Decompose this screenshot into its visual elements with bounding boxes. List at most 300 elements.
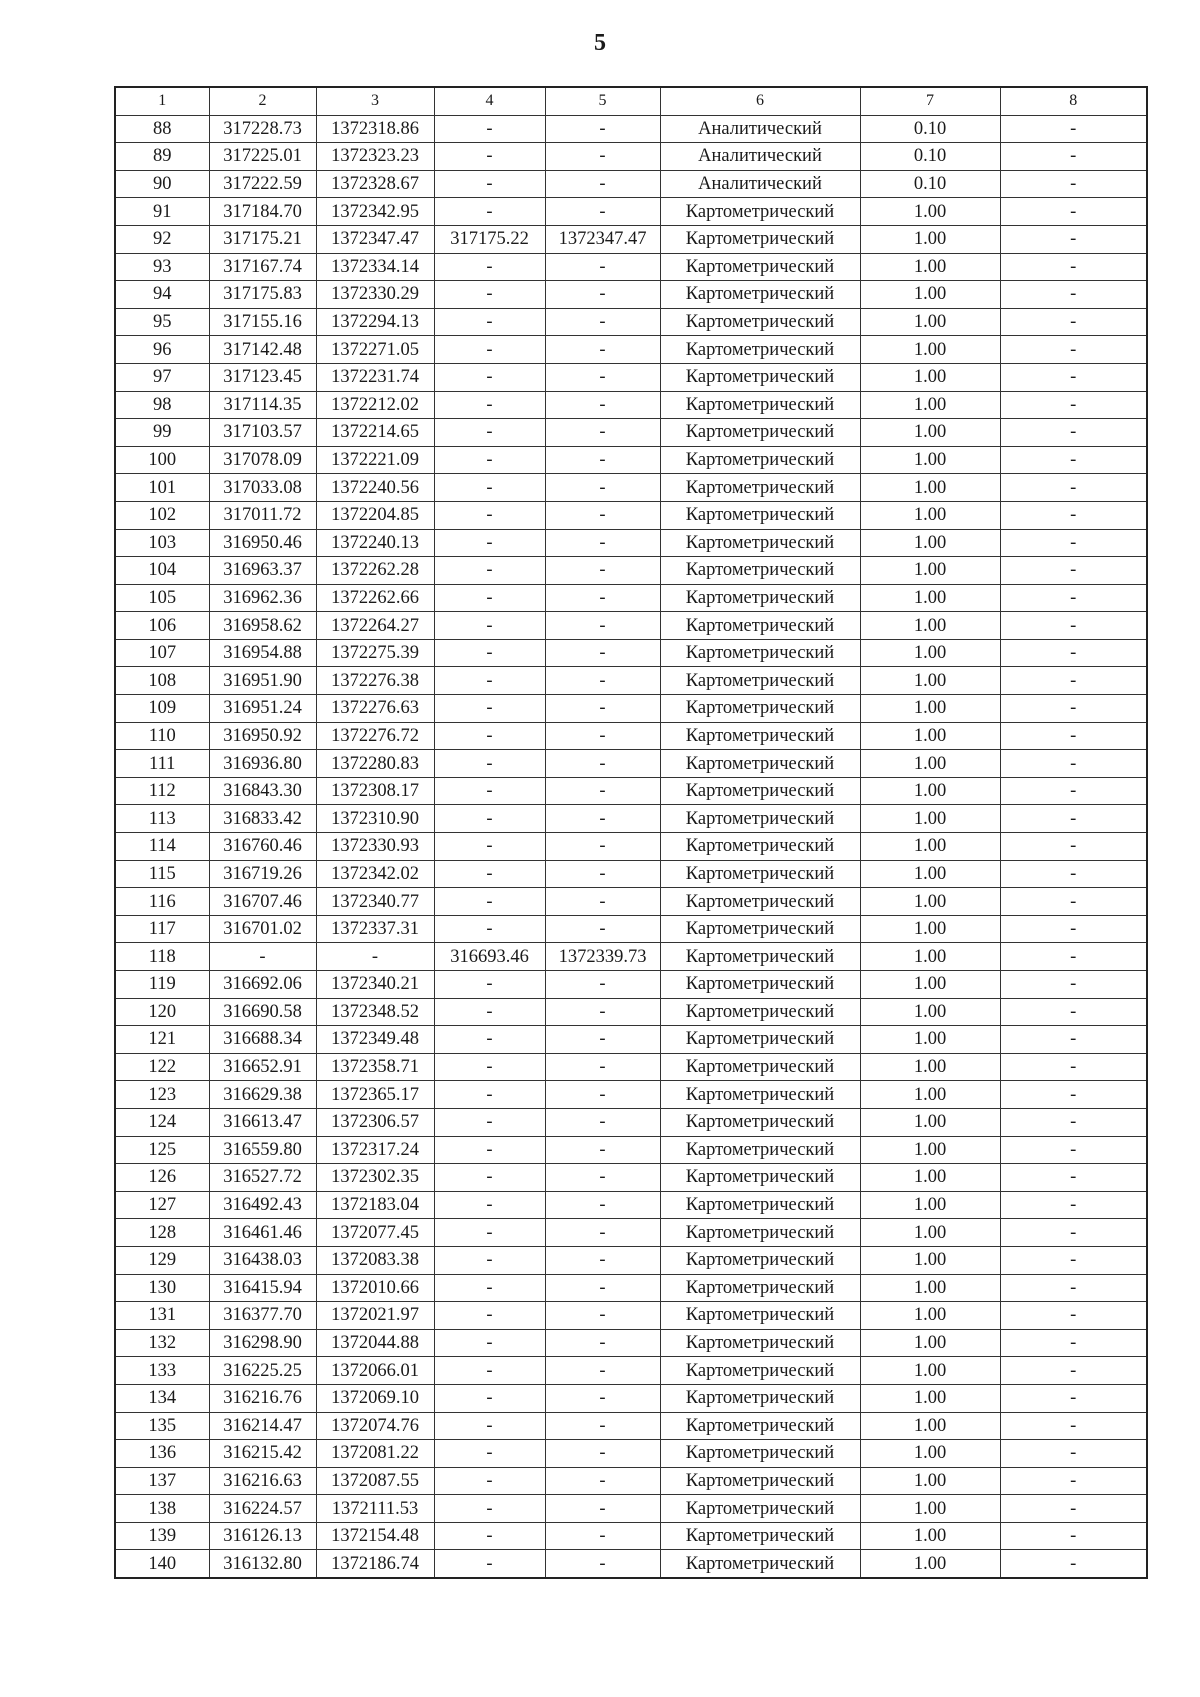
accuracy-cell: 1.00 <box>860 1467 1000 1495</box>
y-new-coordinate-cell: - <box>545 695 660 723</box>
method-cell: Картометрический <box>660 1522 860 1550</box>
method-cell: Картометрический <box>660 336 860 364</box>
description-cell: - <box>1000 1026 1147 1054</box>
point-number-cell: 106 <box>115 612 209 640</box>
point-number-cell: 91 <box>115 198 209 226</box>
x-coordinate-cell: 317103.57 <box>209 419 316 447</box>
x-coordinate-cell: 316954.88 <box>209 639 316 667</box>
y-new-coordinate-cell: - <box>545 198 660 226</box>
accuracy-cell: 1.00 <box>860 308 1000 336</box>
y-coordinate-cell: 1372358.71 <box>316 1053 434 1081</box>
y-new-coordinate-cell: - <box>545 1081 660 1109</box>
method-cell: Картометрический <box>660 1108 860 1136</box>
y-coordinate-cell: 1372077.45 <box>316 1219 434 1247</box>
accuracy-cell: 1.00 <box>860 253 1000 281</box>
y-coordinate-cell: 1372306.57 <box>316 1108 434 1136</box>
description-cell: - <box>1000 1108 1147 1136</box>
y-coordinate-cell: 1372240.13 <box>316 529 434 557</box>
point-number-cell: 96 <box>115 336 209 364</box>
point-number-cell: 115 <box>115 860 209 888</box>
y-coordinate-cell: 1372021.97 <box>316 1302 434 1330</box>
description-cell: - <box>1000 281 1147 309</box>
y-new-coordinate-cell: - <box>545 1191 660 1219</box>
table-row <box>115 639 1147 667</box>
method-cell: Картометрический <box>660 833 860 861</box>
x-new-coordinate-cell: - <box>434 1302 545 1330</box>
y-new-coordinate-cell: - <box>545 391 660 419</box>
method-cell: Картометрический <box>660 915 860 943</box>
y-coordinate-cell: 1372294.13 <box>316 308 434 336</box>
y-coordinate-cell: 1372186.74 <box>316 1550 434 1578</box>
accuracy-cell: 1.00 <box>860 1136 1000 1164</box>
table-row <box>115 1274 1147 1302</box>
method-cell: Картометрический <box>660 1384 860 1412</box>
table-row <box>115 943 1147 971</box>
y-new-coordinate-cell: - <box>545 336 660 364</box>
x-new-coordinate-cell: - <box>434 336 545 364</box>
description-cell: - <box>1000 253 1147 281</box>
table-row <box>115 198 1147 226</box>
method-cell: Аналитический <box>660 170 860 198</box>
x-coordinate-cell: 316701.02 <box>209 915 316 943</box>
x-new-coordinate-cell: - <box>434 253 545 281</box>
accuracy-cell: 1.00 <box>860 1495 1000 1523</box>
table-row <box>115 695 1147 723</box>
table-row <box>115 1026 1147 1054</box>
x-coordinate-cell: 316214.47 <box>209 1412 316 1440</box>
accuracy-cell: 1.00 <box>860 1053 1000 1081</box>
x-coordinate-cell: 317184.70 <box>209 198 316 226</box>
x-coordinate-cell: 316216.63 <box>209 1467 316 1495</box>
table-row <box>115 225 1147 253</box>
method-cell: Картометрический <box>660 1164 860 1192</box>
x-coordinate-cell: 316843.30 <box>209 777 316 805</box>
point-number-cell: 112 <box>115 777 209 805</box>
y-coordinate-cell: 1372342.02 <box>316 860 434 888</box>
description-cell: - <box>1000 336 1147 364</box>
description-cell: - <box>1000 1274 1147 1302</box>
description-cell: - <box>1000 1164 1147 1192</box>
x-coordinate-cell: 316652.91 <box>209 1053 316 1081</box>
accuracy-cell: 1.00 <box>860 1108 1000 1136</box>
description-cell: - <box>1000 584 1147 612</box>
x-new-coordinate-cell: - <box>434 833 545 861</box>
x-new-coordinate-cell: - <box>434 501 545 529</box>
x-new-coordinate-cell: 317175.22 <box>434 225 545 253</box>
accuracy-cell: 1.00 <box>860 667 1000 695</box>
accuracy-cell: 1.00 <box>860 860 1000 888</box>
y-coordinate-cell: 1372318.86 <box>316 115 434 143</box>
accuracy-cell: 1.00 <box>860 419 1000 447</box>
x-coordinate-cell: 316719.26 <box>209 860 316 888</box>
accuracy-cell: 1.00 <box>860 695 1000 723</box>
y-coordinate-cell: 1372081.22 <box>316 1440 434 1468</box>
x-coordinate-cell: 316629.38 <box>209 1081 316 1109</box>
method-cell: Картометрический <box>660 971 860 999</box>
description-cell: - <box>1000 1412 1147 1440</box>
x-coordinate-cell: 317033.08 <box>209 474 316 502</box>
y-coordinate-cell: 1372330.29 <box>316 281 434 309</box>
y-new-coordinate-cell: - <box>545 584 660 612</box>
x-new-coordinate-cell: - <box>434 1440 545 1468</box>
point-number-cell: 135 <box>115 1412 209 1440</box>
table-row <box>115 777 1147 805</box>
method-cell: Картометрический <box>660 501 860 529</box>
x-coordinate-cell: 317222.59 <box>209 170 316 198</box>
y-new-coordinate-cell: - <box>545 1219 660 1247</box>
point-number-cell: 129 <box>115 1246 209 1274</box>
method-cell: Картометрический <box>660 750 860 778</box>
y-coordinate-cell: 1372276.63 <box>316 695 434 723</box>
table-row <box>115 584 1147 612</box>
description-cell: - <box>1000 1467 1147 1495</box>
table-row <box>115 419 1147 447</box>
x-coordinate-cell: 317142.48 <box>209 336 316 364</box>
x-new-coordinate-cell: - <box>434 529 545 557</box>
y-coordinate-cell: 1372240.56 <box>316 474 434 502</box>
x-new-coordinate-cell: - <box>434 612 545 640</box>
y-new-coordinate-cell: - <box>545 281 660 309</box>
x-new-coordinate-cell: - <box>434 1191 545 1219</box>
table-row <box>115 833 1147 861</box>
x-new-coordinate-cell: - <box>434 1550 545 1578</box>
accuracy-cell: 0.10 <box>860 115 1000 143</box>
accuracy-cell: 1.00 <box>860 446 1000 474</box>
x-new-coordinate-cell: - <box>434 1164 545 1192</box>
x-coordinate-cell: 316492.43 <box>209 1191 316 1219</box>
x-new-coordinate-cell: - <box>434 281 545 309</box>
x-coordinate-cell: 317155.16 <box>209 308 316 336</box>
accuracy-cell: 1.00 <box>860 971 1000 999</box>
table-row <box>115 363 1147 391</box>
y-coordinate-cell: 1372347.47 <box>316 225 434 253</box>
x-new-coordinate-cell: - <box>434 1136 545 1164</box>
point-number-cell: 117 <box>115 915 209 943</box>
point-number-cell: 111 <box>115 750 209 778</box>
point-number-cell: 118 <box>115 943 209 971</box>
y-new-coordinate-cell: - <box>545 1164 660 1192</box>
method-cell: Картометрический <box>660 1302 860 1330</box>
method-cell: Картометрический <box>660 225 860 253</box>
x-coordinate-cell: 317114.35 <box>209 391 316 419</box>
point-number-cell: 101 <box>115 474 209 502</box>
point-number-cell: 105 <box>115 584 209 612</box>
x-coordinate-cell: 316461.46 <box>209 1219 316 1247</box>
y-new-coordinate-cell: - <box>545 1495 660 1523</box>
accuracy-cell: 1.00 <box>860 1164 1000 1192</box>
y-new-coordinate-cell: - <box>545 308 660 336</box>
accuracy-cell: 1.00 <box>860 1329 1000 1357</box>
column-header: 8 <box>1000 87 1147 115</box>
table-row <box>115 1384 1147 1412</box>
y-new-coordinate-cell: - <box>545 419 660 447</box>
accuracy-cell: 1.00 <box>860 1026 1000 1054</box>
description-cell: - <box>1000 529 1147 557</box>
accuracy-cell: 1.00 <box>860 1440 1000 1468</box>
x-coordinate-cell: 317011.72 <box>209 501 316 529</box>
y-coordinate-cell: 1372010.66 <box>316 1274 434 1302</box>
x-coordinate-cell: 316833.42 <box>209 805 316 833</box>
description-cell: - <box>1000 501 1147 529</box>
table-row <box>115 1329 1147 1357</box>
description-cell: - <box>1000 1522 1147 1550</box>
y-new-coordinate-cell: 1372347.47 <box>545 225 660 253</box>
y-new-coordinate-cell: - <box>545 750 660 778</box>
x-coordinate-cell: 316951.24 <box>209 695 316 723</box>
point-number-cell: 124 <box>115 1108 209 1136</box>
table-row <box>115 1412 1147 1440</box>
point-number-cell: 126 <box>115 1164 209 1192</box>
point-number-cell: 98 <box>115 391 209 419</box>
description-cell: - <box>1000 1302 1147 1330</box>
accuracy-cell: 1.00 <box>860 1412 1000 1440</box>
x-new-coordinate-cell: - <box>434 170 545 198</box>
point-number-cell: 139 <box>115 1522 209 1550</box>
x-coordinate-cell: 316559.80 <box>209 1136 316 1164</box>
accuracy-cell: 1.00 <box>860 1550 1000 1578</box>
column-header: 6 <box>660 87 860 115</box>
x-new-coordinate-cell: - <box>434 1274 545 1302</box>
method-cell: Картометрический <box>660 557 860 585</box>
accuracy-cell: 1.00 <box>860 1191 1000 1219</box>
description-cell: - <box>1000 225 1147 253</box>
y-new-coordinate-cell: - <box>545 1329 660 1357</box>
y-coordinate-cell: 1372276.38 <box>316 667 434 695</box>
x-coordinate-cell: 316963.37 <box>209 557 316 585</box>
x-coordinate-cell: 316951.90 <box>209 667 316 695</box>
column-header: 7 <box>860 87 1000 115</box>
x-new-coordinate-cell: 316693.46 <box>434 943 545 971</box>
x-new-coordinate-cell: - <box>434 1467 545 1495</box>
y-coordinate-cell: 1372214.65 <box>316 419 434 447</box>
x-new-coordinate-cell: - <box>434 888 545 916</box>
x-coordinate-cell: 316132.80 <box>209 1550 316 1578</box>
accuracy-cell: 1.00 <box>860 1274 1000 1302</box>
method-cell: Картометрический <box>660 1329 860 1357</box>
y-new-coordinate-cell: - <box>545 446 660 474</box>
point-number-cell: 123 <box>115 1081 209 1109</box>
x-new-coordinate-cell: - <box>434 860 545 888</box>
column-header: 2 <box>209 87 316 115</box>
method-cell: Картометрический <box>660 1246 860 1274</box>
y-coordinate-cell: 1372221.09 <box>316 446 434 474</box>
accuracy-cell: 1.00 <box>860 777 1000 805</box>
table-row <box>115 1467 1147 1495</box>
y-new-coordinate-cell: - <box>545 805 660 833</box>
point-number-cell: 125 <box>115 1136 209 1164</box>
y-coordinate-cell: 1372087.55 <box>316 1467 434 1495</box>
table-row <box>115 1302 1147 1330</box>
point-number-cell: 99 <box>115 419 209 447</box>
point-number-cell: 109 <box>115 695 209 723</box>
table-row <box>115 860 1147 888</box>
y-coordinate-cell: 1372348.52 <box>316 998 434 1026</box>
y-coordinate-cell: 1372302.35 <box>316 1164 434 1192</box>
point-number-cell: 134 <box>115 1384 209 1412</box>
x-new-coordinate-cell: - <box>434 1357 545 1385</box>
method-cell: Картометрический <box>660 308 860 336</box>
accuracy-cell: 1.00 <box>860 612 1000 640</box>
description-cell: - <box>1000 1246 1147 1274</box>
y-new-coordinate-cell: - <box>545 1302 660 1330</box>
table-row <box>115 750 1147 778</box>
x-coordinate-cell: 316415.94 <box>209 1274 316 1302</box>
description-cell: - <box>1000 915 1147 943</box>
point-number-cell: 89 <box>115 143 209 171</box>
method-cell: Аналитический <box>660 115 860 143</box>
x-coordinate-cell: 316958.62 <box>209 612 316 640</box>
y-new-coordinate-cell: - <box>545 971 660 999</box>
table-row <box>115 915 1147 943</box>
x-new-coordinate-cell: - <box>434 557 545 585</box>
y-coordinate-cell: 1372154.48 <box>316 1522 434 1550</box>
method-cell: Картометрический <box>660 419 860 447</box>
accuracy-cell: 1.00 <box>860 998 1000 1026</box>
table-row <box>115 1191 1147 1219</box>
x-coordinate-cell: 316215.42 <box>209 1440 316 1468</box>
point-number-cell: 104 <box>115 557 209 585</box>
method-cell: Картометрический <box>660 805 860 833</box>
table-row <box>115 557 1147 585</box>
description-cell: - <box>1000 667 1147 695</box>
x-new-coordinate-cell: - <box>434 115 545 143</box>
y-new-coordinate-cell: - <box>545 1274 660 1302</box>
y-coordinate-cell: 1372262.28 <box>316 557 434 585</box>
y-new-coordinate-cell: - <box>545 170 660 198</box>
table-row <box>115 1219 1147 1247</box>
y-coordinate-cell: 1372337.31 <box>316 915 434 943</box>
y-new-coordinate-cell: - <box>545 143 660 171</box>
description-cell: - <box>1000 1329 1147 1357</box>
table-row <box>115 1357 1147 1385</box>
accuracy-cell: 1.00 <box>860 1302 1000 1330</box>
x-new-coordinate-cell: - <box>434 584 545 612</box>
x-coordinate-cell: 316760.46 <box>209 833 316 861</box>
description-cell: - <box>1000 1550 1147 1578</box>
description-cell: - <box>1000 1440 1147 1468</box>
y-coordinate-cell: 1372275.39 <box>316 639 434 667</box>
point-number-cell: 131 <box>115 1302 209 1330</box>
table-row <box>115 667 1147 695</box>
accuracy-cell: 1.00 <box>860 1081 1000 1109</box>
description-cell: - <box>1000 777 1147 805</box>
x-new-coordinate-cell: - <box>434 1219 545 1247</box>
table-row <box>115 805 1147 833</box>
x-new-coordinate-cell: - <box>434 1495 545 1523</box>
y-new-coordinate-cell: - <box>545 612 660 640</box>
point-number-cell: 133 <box>115 1357 209 1385</box>
method-cell: Картометрический <box>660 446 860 474</box>
y-new-coordinate-cell: - <box>545 1522 660 1550</box>
y-new-coordinate-cell: - <box>545 722 660 750</box>
table-row <box>115 1053 1147 1081</box>
x-coordinate-cell: 316688.34 <box>209 1026 316 1054</box>
accuracy-cell: 1.00 <box>860 943 1000 971</box>
x-coordinate-cell: 316126.13 <box>209 1522 316 1550</box>
y-new-coordinate-cell: - <box>545 1412 660 1440</box>
accuracy-cell: 1.00 <box>860 722 1000 750</box>
accuracy-cell: 1.00 <box>860 391 1000 419</box>
table-row <box>115 1136 1147 1164</box>
table-row <box>115 998 1147 1026</box>
y-new-coordinate-cell: - <box>545 998 660 1026</box>
y-new-coordinate-cell: - <box>545 253 660 281</box>
table-row <box>115 501 1147 529</box>
x-new-coordinate-cell: - <box>434 1412 545 1440</box>
method-cell: Картометрический <box>660 998 860 1026</box>
point-number-cell: 108 <box>115 667 209 695</box>
description-cell: - <box>1000 115 1147 143</box>
point-number-cell: 116 <box>115 888 209 916</box>
description-cell: - <box>1000 557 1147 585</box>
accuracy-cell: 1.00 <box>860 1522 1000 1550</box>
x-new-coordinate-cell: - <box>434 391 545 419</box>
y-new-coordinate-cell: - <box>545 1108 660 1136</box>
accuracy-cell: 1.00 <box>860 584 1000 612</box>
page-number: 5 <box>594 30 606 56</box>
x-coordinate-cell: 316690.58 <box>209 998 316 1026</box>
method-cell: Картометрический <box>660 1357 860 1385</box>
accuracy-cell: 1.00 <box>860 1357 1000 1385</box>
method-cell: Картометрический <box>660 1440 860 1468</box>
accuracy-cell: 1.00 <box>860 639 1000 667</box>
accuracy-cell: 1.00 <box>860 281 1000 309</box>
y-new-coordinate-cell: - <box>545 557 660 585</box>
y-coordinate-cell: 1372271.05 <box>316 336 434 364</box>
point-number-cell: 107 <box>115 639 209 667</box>
method-cell: Картометрический <box>660 1412 860 1440</box>
table-row <box>115 612 1147 640</box>
table-row <box>115 308 1147 336</box>
x-coordinate-cell: 316377.70 <box>209 1302 316 1330</box>
description-cell: - <box>1000 1384 1147 1412</box>
description-cell: - <box>1000 805 1147 833</box>
y-coordinate-cell: 1372349.48 <box>316 1026 434 1054</box>
x-new-coordinate-cell: - <box>434 474 545 502</box>
y-coordinate-cell: 1372262.66 <box>316 584 434 612</box>
point-number-cell: 88 <box>115 115 209 143</box>
table-row <box>115 115 1147 143</box>
x-new-coordinate-cell: - <box>434 722 545 750</box>
point-number-cell: 120 <box>115 998 209 1026</box>
x-new-coordinate-cell: - <box>434 667 545 695</box>
accuracy-cell: 1.00 <box>860 750 1000 778</box>
x-new-coordinate-cell: - <box>434 143 545 171</box>
x-new-coordinate-cell: - <box>434 198 545 226</box>
x-coordinate-cell: 316936.80 <box>209 750 316 778</box>
x-coordinate-cell: 316692.06 <box>209 971 316 999</box>
column-header: 1 <box>115 87 209 115</box>
point-number-cell: 114 <box>115 833 209 861</box>
x-coordinate-cell: 317225.01 <box>209 143 316 171</box>
accuracy-cell: 1.00 <box>860 1219 1000 1247</box>
y-coordinate-cell: 1372069.10 <box>316 1384 434 1412</box>
y-coordinate-cell: 1372066.01 <box>316 1357 434 1385</box>
y-new-coordinate-cell: - <box>545 529 660 557</box>
column-header: 4 <box>434 87 545 115</box>
y-coordinate-cell: 1372231.74 <box>316 363 434 391</box>
x-new-coordinate-cell: - <box>434 1108 545 1136</box>
description-cell: - <box>1000 695 1147 723</box>
method-cell: Картометрический <box>660 695 860 723</box>
description-cell: - <box>1000 391 1147 419</box>
table-row <box>115 336 1147 364</box>
point-number-cell: 92 <box>115 225 209 253</box>
x-new-coordinate-cell: - <box>434 971 545 999</box>
description-cell: - <box>1000 1136 1147 1164</box>
accuracy-cell: 1.00 <box>860 833 1000 861</box>
x-coordinate-cell: 316950.46 <box>209 529 316 557</box>
